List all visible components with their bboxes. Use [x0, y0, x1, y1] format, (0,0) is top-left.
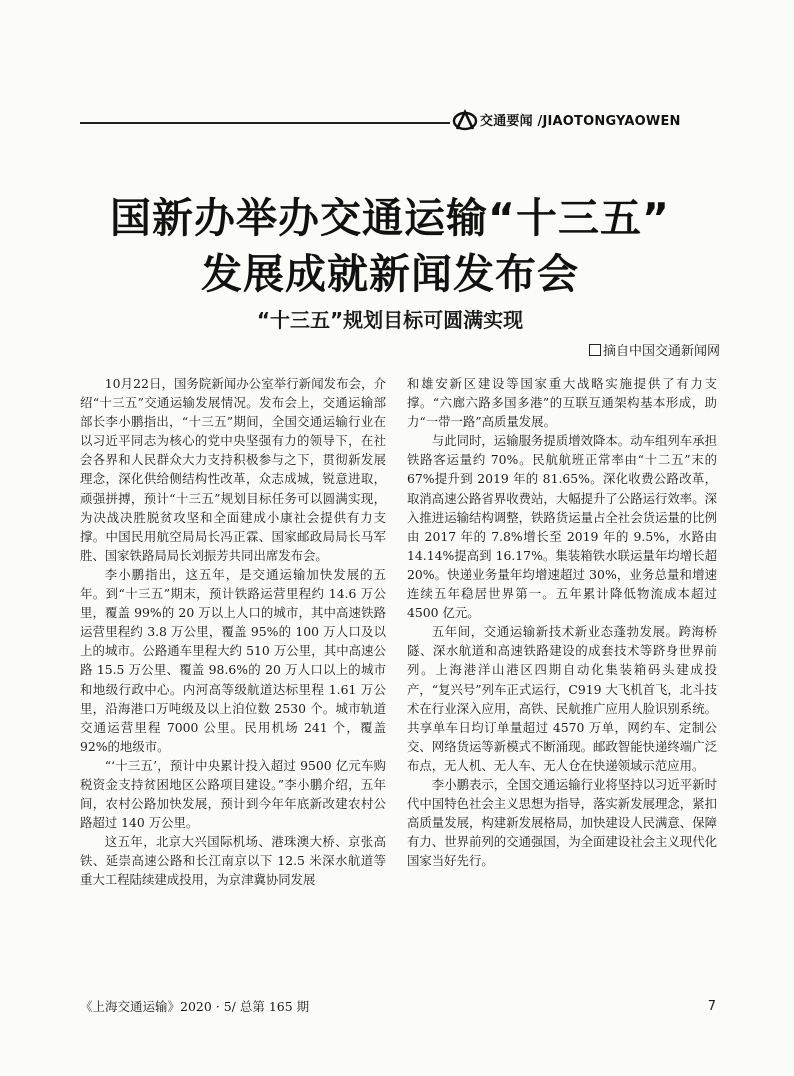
journal-footer: 《上海交通运输》2020 · 5/ 总第 165 期 — [80, 999, 310, 1014]
article-title-line-1: 国新办举办交通运输“十三五” — [110, 194, 670, 242]
left-column — [80, 374, 386, 890]
article-title-line-2: 发展成就新闻发布会 — [201, 250, 579, 298]
stylized-a-logo-icon — [452, 109, 478, 131]
paragraph: 10月22日，国务院新闻办公室举行新闻发布会，介绍“十三五”交通运输发展情况。发布会上，交通运输部部长李小鹏指出，“十三五”期间，全国交通运输行业在以习近平同志为核心的党中央坚强有力的领导下，在社会各界和人民群众大力支持积极参与之下，贯彻新发展理念，深化供给侧结构性改革，众志成城，锐意进取，顽强拼搏，预计“十三五”规划目标任务可以圆满实现，为决战决胜脱贫攻坚和全面建成小康社会提供有力支撑。中国民用航空局局长冯正霖、国家邮政局局长马军胜、国家铁路局局长刘振芳共同出席发布会。 — [80, 376, 386, 563]
source-text: 摘自中国交通新闻网 — [602, 344, 720, 359]
article-source — [589, 343, 720, 361]
article-subtitle: “十三五”规划目标可圆满实现 — [256, 308, 524, 332]
paragraph: 和雄安新区建设等国家重大战略实施提供了有力支撑。“六廊六路多国多港”的互联互通架构基本形成，助力“一带一路”高质量发展。 — [407, 376, 717, 430]
header-rule — [80, 122, 450, 124]
paragraph: “‘十三五’，预计中央累计投入超过 9500 亿元车购税资金支持贫困地区公路项目建设。”李小鹏介绍，五年间，农村公路加快发展，预计到今年年底新改建农村公路超过 140 万公里。 — [80, 757, 386, 831]
paragraph: 这五年，北京大兴国际机场、港珠澳大桥、京张高铁、延崇高速公路和长江南京以下 12.5 米深水航道等重大工程陆续建成投用，为京津冀协同发展 — [80, 834, 386, 888]
page-number: 7 — [707, 999, 716, 1014]
right-column — [407, 374, 717, 870]
paragraph: 李小鹏指出，这五年，是交通运输加快发展的五年。到“十三五”期末，预计铁路运营里程约 14.6 万公里，覆盖 99%的 20 万以上人口的城市，其中高速铁路运营里程约 3.8 万公里，覆盖 95%的 100 万人口及以上的城市。公路通车里程大约 510 万公里，其中高速公路 15.5 万公里、覆盖 98.6%的 20 万人口以上的城市和地级行政中心。内河高等级航道达标里程 1.61 万公里，沿海港口万吨级及以上泊位数 2530 个。城市轨道交通运营里程 7000 公里。民用机场 241 个，覆盖 92%的地级市。 — [80, 566, 386, 754]
paragraph: 与此同时，运输服务提质增效降本。动车组列车承担铁路客运量约 70%。民航航班正常率由“十二五”末的 67%提升到 2019 年的 81.65%。深化收费公路改革，取消高速公路省界收费站，大幅提升了公路运行效率。深入推进运输结构调整，铁路货运量占全社会货运量的比例由 2017 年的 7.8%增长至 2019 年的 9.5%，水路由 14.14%提高到 16.17%。集装箱铁水联运量年均增长超 20%。快递业务量年均增速超过 30%，业务总量和增速连续五年稳居世界第一。五年累计降低物流成本超过 4500 亿元。 — [407, 433, 717, 621]
paragraph: 李小鹏表示，全国交通运输行业将坚持以习近平新时代中国特色社会主义思想为指导，落实新发展理念，紧扣高质量发展，构建新发展格局，加快建设人民满意、保障有力、世界前列的交通强国，为全面建设社会主义现代化国家当好先行。 — [407, 776, 717, 869]
source-box-icon — [589, 344, 601, 356]
section-label: 交通要闻 /JIAOTONGYAOWEN — [480, 114, 681, 129]
paragraph: 五年间，交通运输新技术新业态蓬勃发展。跨海桥隧、深水航道和高速铁路建设的成套技术等跻身世界前列。上海港洋山港区四期自动化集装箱码头建成投产，“复兴号”列车正式运行，C919 大飞机首飞，北斗技术在行业深入应用，高铁、民航推广应用人脸识别系统。共享单车日均订单量超过 4570 万单，网约车、定制公交、网络货运等新模式不断涌现。邮政智能快递终端广泛布点，无人机、无人车、无人仓在快递领域示范应用。 — [407, 624, 717, 773]
